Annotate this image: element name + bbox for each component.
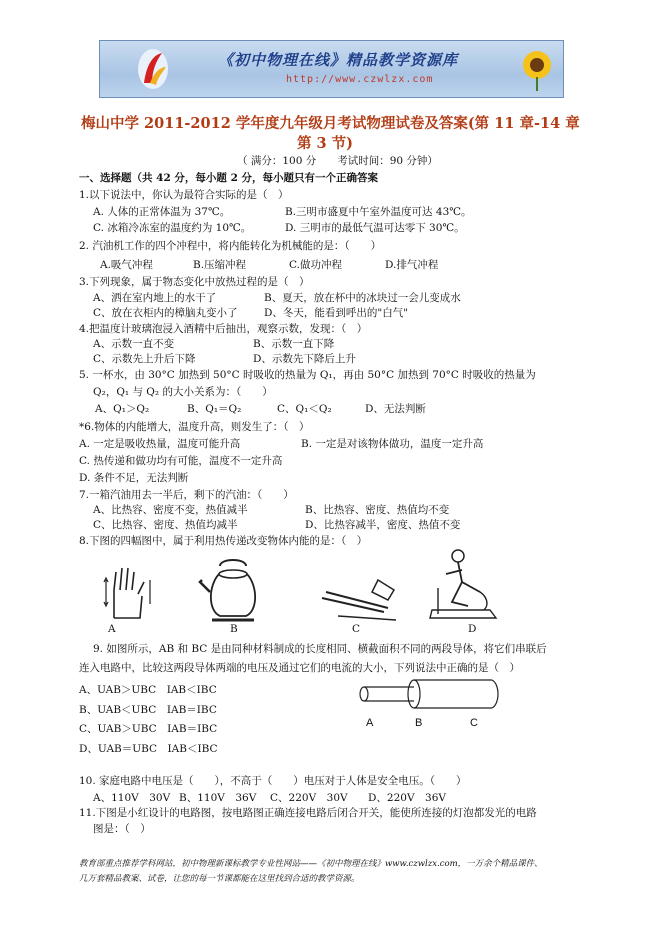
q5-option-b: B、Q₁＝Q₂ xyxy=(187,403,242,415)
conductor-label-a: A xyxy=(366,717,374,729)
banner-title: 《初中物理在线》精品教学资源库 xyxy=(218,51,459,69)
q7-option-d: D、比热容减半，密度、热值不变 xyxy=(305,519,461,531)
q2-option-c: C.做功冲程 xyxy=(289,259,342,271)
q2-option-d: D.排气冲程 xyxy=(385,259,439,271)
paper-title-line2: 第 3 节) xyxy=(297,135,354,152)
sunflower-icon xyxy=(517,47,557,91)
q7-option-b: B、比热容、密度、热值均不变 xyxy=(305,504,450,516)
site-logo-icon xyxy=(136,47,170,91)
q9-option-d: D、UAB＝UBC IAB＜IBC xyxy=(79,743,218,755)
q10-option-c: C、220V 30V xyxy=(270,792,348,804)
fire-drilling-figure xyxy=(428,548,500,622)
q11-stem-line2: 图是：（ ） xyxy=(93,823,151,835)
banner-url[interactable]: http://www.czwlzx.com xyxy=(286,74,434,85)
conductor-figure xyxy=(352,676,502,712)
q4-option-d: D、示数先下降后上升 xyxy=(253,353,356,365)
q10-option-a: A、110V 30V xyxy=(93,792,171,804)
q9-option-c: C、UAB＞UBC IAB＝IBC xyxy=(79,723,218,735)
q7-option-a: A、比热容、密度不变，热值减半 xyxy=(93,504,248,516)
exam-meta: （ 满分：100 分 考试时间：90 分钟） xyxy=(237,155,438,167)
q6-option-b: B. 一定是对该物体做功，温度一定升高 xyxy=(301,438,484,450)
q3-option-d: D、冬天，能看到呼出的"白气" xyxy=(264,307,409,319)
site-banner xyxy=(99,40,564,98)
q6-option-a: A. 一定是吸收热量，温度可能升高 xyxy=(79,438,241,450)
q9-stem-line1: 9. 如图所示，AB 和 BC 是由同种材料制成的长度相同、横截面积不同的两段导体，将它们串联后 xyxy=(93,643,547,655)
figure-label-c: C xyxy=(352,623,361,635)
q5-option-a: A、Q₁＞Q₂ xyxy=(95,403,150,415)
q7-option-c: C、比热容、密度、热值均减半 xyxy=(93,519,238,531)
q5-stem-line2: Q₂，Q₁ 与 Q₂ 的大小关系为：（ ） xyxy=(93,386,273,398)
q4-option-a: A、示数一直不变 xyxy=(93,338,175,350)
q9-option-b: B、UAB＜UBC IAB＝IBC xyxy=(79,704,217,716)
q3-stem: 3.下列现象，属于物态变化中放热过程的是（ ） xyxy=(79,276,310,288)
q5-option-d: D、无法判断 xyxy=(365,403,426,415)
paper-title-line1: 梅山中学 2011-2012 学年度九年级月考试物理试卷及答案(第 11 章-14 章 xyxy=(81,115,580,132)
q3-option-b: B、夏天，放在杯中的冰块过一会儿变成水 xyxy=(264,292,461,304)
conductor-label-c: C xyxy=(470,717,478,729)
figure-label-b: B xyxy=(230,623,238,635)
sawing-figure xyxy=(318,572,398,624)
q4-stem: 4.把温度计玻璃泡浸入酒精中后抽出，观察示数，发现：（ ） xyxy=(79,323,368,335)
q6-option-c: C. 热传递和做功均有可能，温度不一定升高 xyxy=(79,455,283,467)
figure-label-a: A xyxy=(108,623,116,635)
q1-option-a: A. 人体的正常体温为 37℃。 xyxy=(93,206,231,218)
q11-stem-line1: 11.下图是小红设计的电路图，按电路图正确连接电路后闭合开关，能使所连接的灯泡都发光的电路 xyxy=(79,807,537,819)
kettle-figure xyxy=(198,556,268,626)
section-heading: 一、选择题（共 42 分，每小题 2 分，每小题只有一个正确答案 xyxy=(79,172,379,184)
q10-stem: 10. 家庭电路中电压是（ ），不高于（ ）电压对于人体是安全电压。（ ） xyxy=(79,775,467,787)
q9-option-a: A、UAB＞UBC IAB＜IBC xyxy=(79,684,217,696)
conductor-label-b: B xyxy=(415,717,423,729)
q2-option-a: A.吸气冲程 xyxy=(100,259,153,271)
rubbing-hands-figure xyxy=(100,560,160,622)
q7-stem: 7.一箱汽油用去一半后，剩下的汽油：（ ） xyxy=(79,489,294,501)
q4-option-b: B、示数一直下降 xyxy=(253,338,335,350)
q4-option-c: C、示数先上升后下降 xyxy=(93,353,196,365)
q10-option-d: D、220V 36V xyxy=(368,792,446,804)
q9-stem-line2: 连入电路中，比较这两段导体两端的电压及通过它们的电流的大小，下列说法中正确的是（ ） xyxy=(79,662,520,674)
q3-option-c: C、放在衣柜内的樟脑丸变小了 xyxy=(93,307,238,319)
q6-option-d: D. 条件不足，无法判断 xyxy=(79,472,189,484)
q1-option-d: D. 三明市的最低气温可达零下 30℃。 xyxy=(285,222,465,234)
q6-stem: *6.物体的内能增大，温度升高，则发生了：（ ） xyxy=(79,421,310,433)
footer-line1: 教育部重点推荐学科网站，初中物理新课标教学专业性网站——《初中物理在线》www.czwlzx.com，一万余个精品课件、 xyxy=(79,859,543,869)
figure-label-d: D xyxy=(468,623,477,635)
q5-option-c: C、Q₁＜Q₂ xyxy=(277,403,332,415)
q5-stem-line1: 5. 一杯水，由 30°C 加热到 50°C 时吸收的热量为 Q₁，再由 50°C 加热到 70°C 时吸收的热量为 xyxy=(79,369,536,381)
q3-option-a: A、洒在室内地上的水干了 xyxy=(93,292,217,304)
q1-option-c: C. 冰箱冷冻室的温度约为 10℃。 xyxy=(93,222,252,234)
q2-option-b: B.压缩冲程 xyxy=(193,259,247,271)
q2-stem: 2. 汽油机工作的四个冲程中，将内能转化为机械能的是：（ ） xyxy=(79,240,382,252)
q10-option-b: B、110V 36V xyxy=(179,792,257,804)
q1-option-b: B.三明市盛夏中午室外温度可达 43℃。 xyxy=(285,206,472,218)
q8-stem: 8.下图的四幅图中，属于利用热传递改变物体内能的是：（ ） xyxy=(79,535,368,547)
footer-line2: 几万套精品教案、试卷，让您的每一节课都能在这里找到合适的教学资源。 xyxy=(79,874,360,884)
q1-stem: 1.以下说法中，你认为最符合实际的是（ ） xyxy=(79,189,289,201)
